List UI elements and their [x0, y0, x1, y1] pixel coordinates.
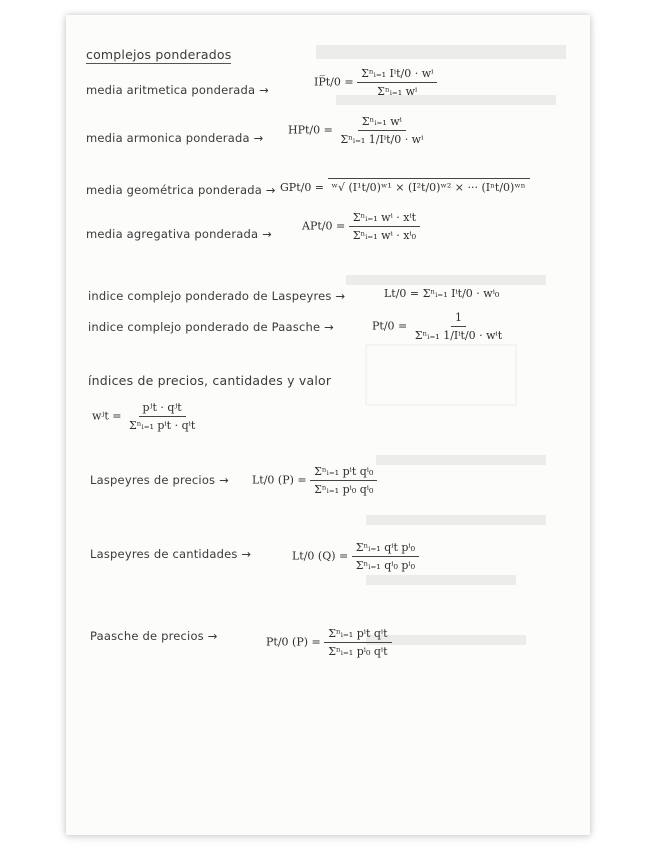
- label-laspeyres-precios: Laspeyres de precios →: [90, 473, 229, 487]
- formula-lhs: Lt/0 (P) =: [252, 473, 307, 487]
- formula-media-geometrica: [280, 181, 530, 194]
- label-media-agregativa: media agregativa ponderada →: [86, 227, 272, 241]
- formula-numerator: Σⁿᵢ₌₁ pⁱt qⁱt: [324, 627, 391, 643]
- formula-lhs: Lt/0 (Q) =: [292, 549, 349, 563]
- formula-denominator: Σⁿᵢ₌₁ wⁱ: [377, 85, 418, 98]
- formula-lhs: Lt/0 =: [384, 287, 420, 300]
- label-paasche-ponderado: indice complejo ponderado de Paasche →: [88, 320, 334, 334]
- label-media-armonica: media armonica ponderada →: [86, 131, 264, 145]
- formula-media-aritmetica: [314, 67, 437, 98]
- formula-numerator: Σⁿᵢ₌₁ wⁱ: [358, 115, 406, 131]
- formula-denominator: Σⁿᵢ₌₁ wⁱ · xⁱ₀: [352, 229, 417, 242]
- formula-denominator: Σⁿᵢ₌₁ pⁱ₀ qⁱ₀: [314, 483, 374, 496]
- formula-lhs: GPt/0 =: [280, 181, 325, 194]
- formula-weight: [92, 401, 199, 432]
- formula-denominator: Σⁿᵢ₌₁ pⁱ₀ qⁱt: [328, 645, 388, 658]
- notebook-page: [66, 15, 590, 835]
- section-heading-indices: índices de precios, cantidades y valor: [88, 373, 332, 388]
- label-laspeyres-ponderado: indice complejo ponderado de Laspeyres →: [88, 289, 346, 303]
- label-laspeyres-cantidades: Laspeyres de cantidades →: [90, 547, 252, 561]
- formula-numerator: Σⁿᵢ₌₁ qⁱt pⁱ₀: [352, 541, 419, 557]
- formula-paasche-precios: [266, 627, 392, 658]
- formula-laspeyres-cantidades: [292, 541, 419, 572]
- formula-numerator: 1: [451, 311, 466, 327]
- formula-laspeyres-ponderado: [384, 287, 499, 300]
- formula-numerator: pʲt · qʲt: [139, 401, 186, 417]
- formula-lhs: wʲt =: [92, 409, 122, 423]
- formula-numerator: Σⁿᵢ₌₁ wⁱ · xⁱt: [349, 211, 420, 227]
- label-media-geometrica: media geométrica ponderada →: [86, 183, 276, 197]
- formula-denominator: Σⁿᵢ₌₁ 1/Iⁱt/0 · wⁱ: [340, 133, 424, 146]
- formula-numerator: Σⁿᵢ₌₁ pⁱt qⁱ₀: [310, 465, 377, 481]
- formula-lhs: Pt/0 =: [372, 319, 408, 333]
- formula-lhs: IP̅t/0 =: [314, 75, 354, 89]
- formula-expression: Σⁿᵢ₌₁ Iⁱt/0 · wⁱ₀: [422, 287, 500, 300]
- label-media-aritmetica: media aritmetica ponderada →: [86, 83, 269, 97]
- formula-denominator: Σⁿᵢ₌₁ pⁱt · qⁱt: [128, 419, 196, 432]
- formula-laspeyres-precios: [252, 465, 377, 496]
- formula-lhs: Pt/0 (P) =: [266, 635, 321, 649]
- formula-lhs: HPt/0 =: [288, 123, 333, 137]
- section-title: complejos ponderados: [86, 47, 232, 62]
- label-paasche-precios: Paasche de precios →: [90, 629, 218, 643]
- formula-paasche-ponderado: [372, 311, 506, 342]
- formula-numerator: Σⁿᵢ₌₁ Iⁱt/0 · wⁱ: [357, 67, 437, 83]
- formula-denominator: Σⁿᵢ₌₁ 1/Iⁱt/0 · wⁱt: [414, 329, 503, 342]
- formula-radical: ʷ√ (I¹t/0)ʷ¹ × (I²t/0)ʷ² × ··· (Iⁿt/0)ʷⁿ: [328, 178, 530, 194]
- formula-media-agregativa: [302, 211, 420, 242]
- formula-lhs: APt/0 =: [302, 219, 346, 233]
- formula-denominator: Σⁿᵢ₌₁ qⁱ₀ pⁱ₀: [355, 559, 416, 572]
- formula-media-armonica: [288, 115, 427, 146]
